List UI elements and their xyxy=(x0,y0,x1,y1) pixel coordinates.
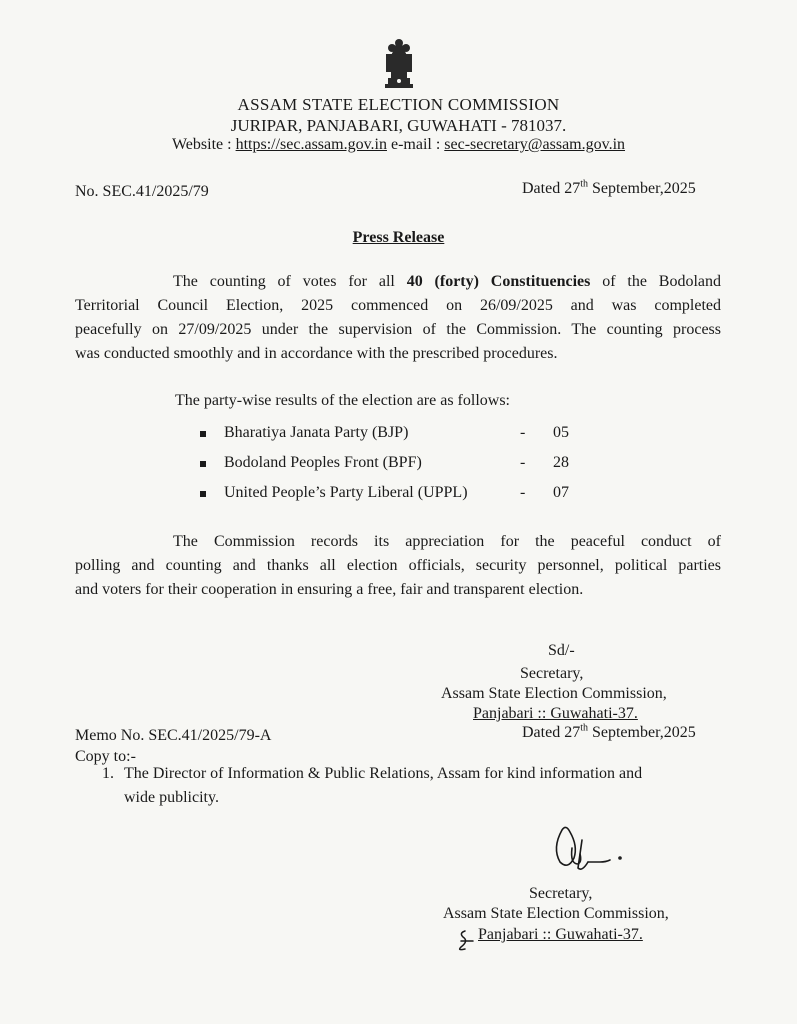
website-label: Website : xyxy=(171,136,232,153)
p1-l1-bold: 40 (forty) Constituencies xyxy=(406,273,591,290)
result-row xyxy=(200,484,580,506)
org-address: JURIPAR, PANJABARI, GUWAHATI - 781037. xyxy=(230,116,567,135)
bullet-icon xyxy=(200,431,206,437)
handwritten-initial xyxy=(455,927,477,953)
result-dash: - xyxy=(520,424,526,441)
state-emblem-icon xyxy=(374,34,424,94)
result-row xyxy=(200,424,580,446)
copy-item-line-2: wide publicity. xyxy=(124,789,219,806)
copy-item-number: 1. xyxy=(102,765,114,782)
result-row xyxy=(200,454,580,476)
copy-item-line-1: The Director of Information & Public Relations, Assam for kind information and xyxy=(124,765,643,782)
bullet-icon xyxy=(200,491,206,497)
contact-line xyxy=(0,136,797,154)
ref-number: No. SEC.41/2025/79 xyxy=(75,183,209,200)
memo-date-prefix: Dated 27 xyxy=(522,724,581,741)
memo-date-suffix: September,2025 xyxy=(587,724,696,741)
ref-date-prefix: Dated 27 xyxy=(522,180,581,197)
signoff-2-designation: Secretary, xyxy=(529,885,593,902)
result-dash: - xyxy=(520,454,526,471)
sd-mark: Sd/- xyxy=(548,642,575,659)
signoff-1-org: Assam State Election Commission, xyxy=(441,685,667,702)
email-label: e-mail : xyxy=(390,136,441,153)
paragraph-1-line-1 xyxy=(75,270,721,294)
paragraph-1-line-2: Territorial Council Election, 2025 commenced on 26/09/2025 and was completed xyxy=(75,297,721,314)
signoff-2-org: Assam State Election Commission, xyxy=(443,905,669,922)
ref-date-sup: th xyxy=(580,178,588,190)
seat-count: 07 xyxy=(553,484,569,501)
signoff-1-designation: Secretary, xyxy=(520,665,584,682)
email-link[interactable]: sec-secretary@assam.gov.in xyxy=(444,136,626,153)
copy-to-label: Copy to:- xyxy=(75,748,136,765)
bullet-icon xyxy=(200,461,206,467)
results-intro: The party-wise results of the election are as follows: xyxy=(175,392,510,409)
paragraph-1-line-3: peacefully on 27/09/2025 under the supervision of the Commission. The counting process xyxy=(75,321,721,338)
paragraph-2-line-1: The Commission records its appreciation for the peaceful conduct of xyxy=(173,533,721,550)
memo-date xyxy=(522,724,696,742)
memo-date-sup: th xyxy=(580,722,588,734)
signoff-2-place: Panjabari :: Guwahati-37. xyxy=(478,926,643,943)
ref-date-suffix: September,2025 xyxy=(587,180,696,197)
p1-l1-pre: The counting of votes for all xyxy=(173,273,407,290)
paragraph-2-line-3: and voters for their cooperation in ensuring a free, fair and transparent election. xyxy=(75,581,584,598)
paragraph-2-line-2: polling and counting and thanks all election officials, security personnel, political parties xyxy=(75,557,721,574)
seat-count: 05 xyxy=(553,424,569,441)
handwritten-signature xyxy=(548,818,628,880)
paragraph-2 xyxy=(75,530,721,602)
memo-number: Memo No. SEC.41/2025/79-A xyxy=(75,727,272,744)
org-name: ASSAM STATE ELECTION COMMISSION xyxy=(237,95,560,114)
party-name: Bodoland Peoples Front (BPF) xyxy=(224,454,422,471)
paragraph-1 xyxy=(75,270,721,366)
p1-l1-post: of the Bodoland xyxy=(590,273,722,290)
party-name: United People’s Party Liberal (UPPL) xyxy=(224,484,468,501)
result-dash: - xyxy=(520,484,526,501)
ref-date xyxy=(522,180,696,198)
page-title: Press Release xyxy=(352,229,445,246)
paragraph-1-line-4: was conducted smoothly and in accordance with the prescribed procedures. xyxy=(75,345,558,362)
website-link[interactable]: https://sec.assam.gov.in xyxy=(235,136,387,153)
signoff-1-place: Panjabari :: Guwahati-37. xyxy=(473,705,638,722)
party-name: Bharatiya Janata Party (BJP) xyxy=(224,424,409,441)
seat-count: 28 xyxy=(553,454,569,471)
